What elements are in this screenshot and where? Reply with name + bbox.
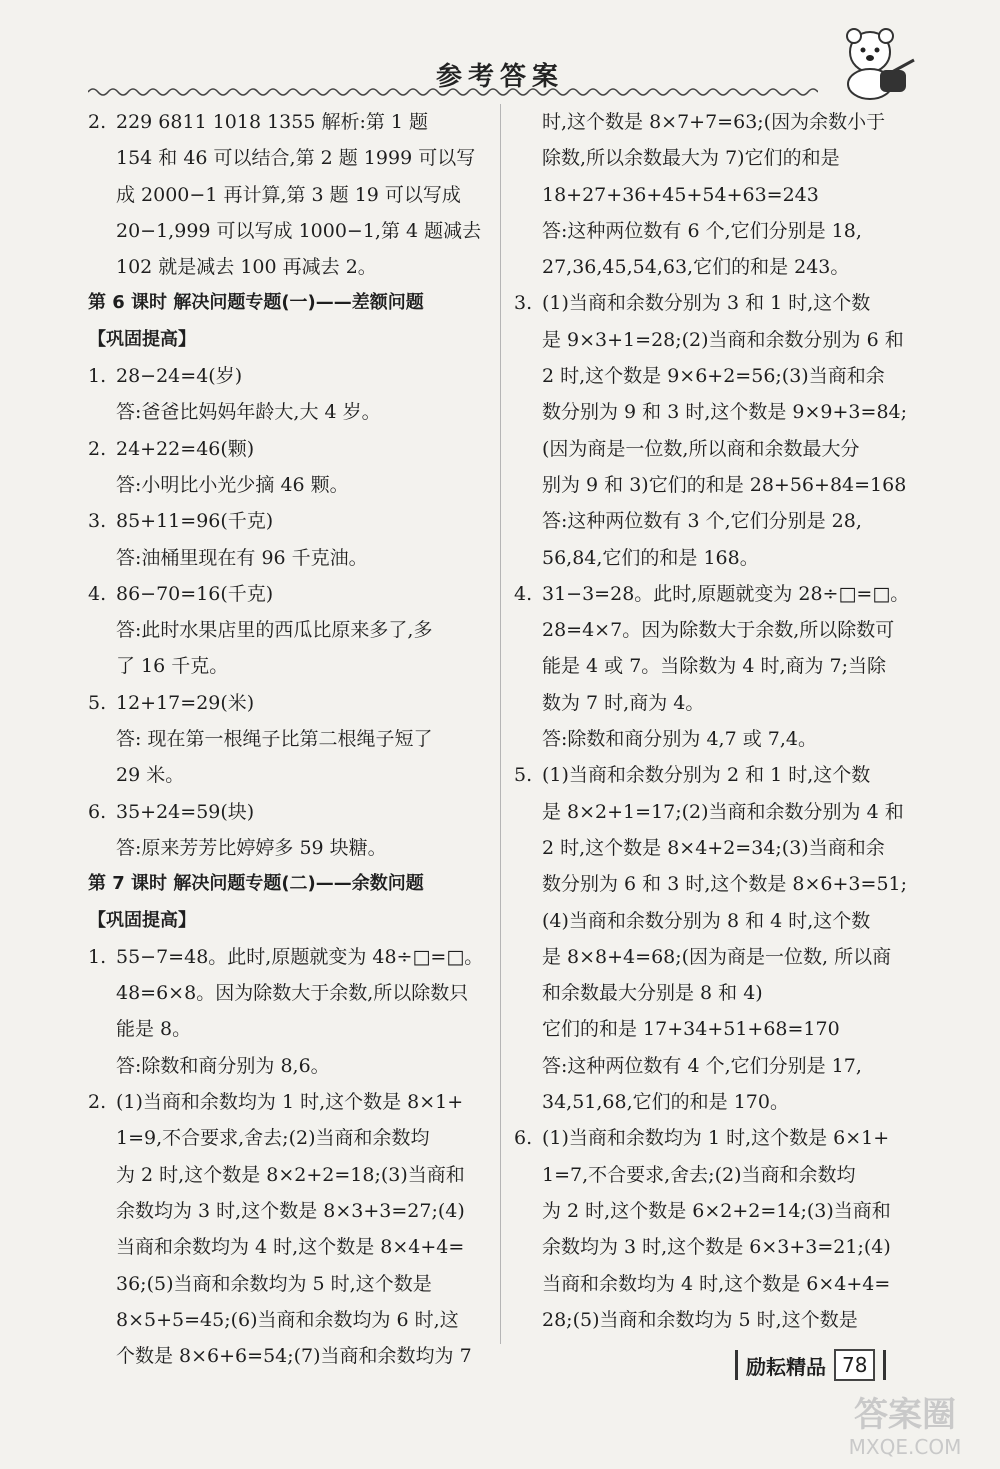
line-text: 56,84,它们的和是 168。 [542,546,759,569]
answer-line [88,648,486,684]
line-text: 答:这种两位数有 6 个,它们分别是 18, [542,219,862,242]
line-text: 答:这种两位数有 3 个,它们分别是 28, [542,510,862,533]
answer-line [88,1229,486,1265]
answer-line [514,394,910,430]
answer-line [88,1048,486,1084]
line-text: 余数均为 3 时,这个数是 6×3+3=21;(4) [542,1236,891,1259]
line-text: 229 6811 1018 1355 解析:第 1 题 [116,111,429,133]
answer-line [514,358,910,394]
footer-bar-right [883,1350,886,1380]
answer-line [88,1157,486,1193]
brand-name: 励耘精品 [746,1354,826,1379]
answer-line [88,358,486,394]
line-text: 55−7=48。此时,原题就变为 48÷□=□。 [116,945,484,968]
answer-line [514,576,910,612]
answer-line [88,503,486,539]
line-text: 余数均为 3 时,这个数是 8×3+3=27;(4) [116,1199,465,1222]
answer-line [88,975,486,1011]
line-text: 答:爸爸比妈妈年龄大,大 4 岁。 [116,401,381,424]
right-column [514,104,910,1338]
answer-line [88,104,486,140]
answer-line [514,1048,910,1084]
line-text: 28−24=4(岁) [116,365,243,388]
answer-line [514,975,910,1011]
line-text: 数为 7 时,商为 4。 [542,691,705,714]
answer-line [88,394,486,430]
page-title: 参考答案 [435,62,564,92]
answer-line [514,612,910,648]
line-text: 别为 9 和 3)它们的和是 28+56+84=168 [542,473,907,496]
bear-mascot-icon [820,22,920,102]
answer-line [514,213,910,249]
line-text: 34,51,68,它们的和是 170。 [542,1091,789,1114]
column-divider [500,104,501,1344]
page-number: 78 [834,1349,875,1381]
line-text: 154 和 46 可以结合,第 2 题 1999 可以写 [116,147,476,170]
answer-line [514,866,910,902]
line-text: 28;(5)当商和余数均为 5 时,这个数是 [542,1308,858,1331]
answer-line [514,503,910,539]
line-text: (1)当商和余数分别为 3 和 1 时,这个数 [542,292,871,315]
line-text: (因为商是一位数,所以商和余数最大分 [542,437,860,460]
answer-line [514,1011,910,1047]
line-text: 第 6 课时 解决问题专题(一)——差额问题 [88,292,424,314]
answer-line [88,757,486,793]
line-text: 2 时,这个数是 8×4+2=34;(3)当商和余 [542,836,885,859]
item-number: 6. [514,1127,533,1150]
line-text: 为 2 时,这个数是 8×2+2=18;(3)当商和 [116,1163,465,1186]
answer-line [514,721,910,757]
line-text: 成 2000−1 再计算,第 3 题 19 可以写成 [116,183,461,206]
line-text: 28=4×7。因为除数大于余数,所以除数可 [542,619,895,642]
line-text: 48=6×8。因为除数大于余数,所以除数只 [116,982,469,1005]
line-text: 【巩固提高】 [88,909,196,931]
line-text: 18+27+36+45+54+63=243 [542,183,819,206]
line-text: 数分别为 6 和 3 时,这个数是 8×6+3=51; [542,873,908,896]
answer-line [88,140,486,176]
line-text: 当商和余数均为 4 时,这个数是 6×4+4= [542,1272,891,1295]
line-text: 答:除数和商分别为 4,7 或 7,4。 [542,728,817,751]
item-number: 5. [514,764,533,787]
line-text: 86−70=16(千克) [116,582,274,605]
line-text: 12+17=29(米) [116,691,255,714]
line-text: 答:此时水果店里的西瓜比原来多了,多 [116,619,433,642]
line-text: 27,36,45,54,63,它们的和是 243。 [542,256,850,279]
item-number: 2. [88,437,107,460]
answer-line [88,576,486,612]
answer-line [88,540,486,576]
section-heading [88,285,486,321]
answer-line [514,1084,910,1120]
answer-line [514,794,910,830]
line-text: 答:油桶里现在有 96 千克油。 [116,546,368,569]
answer-line [514,903,910,939]
line-text: 36;(5)当商和余数均为 5 时,这个数是 [116,1272,432,1295]
line-text: (1)当商和余数均为 1 时,这个数是 6×1+ [542,1127,890,1150]
line-text: 1=9,不合要求,舍去;(2)当商和余数均 [116,1127,430,1150]
line-text: 8×5+5=45;(6)当商和余数均为 6 时,这 [116,1308,459,1331]
item-number: 3. [514,292,533,315]
answer-line [88,1266,486,1302]
line-text: (1)当商和余数分别为 2 和 1 时,这个数 [542,764,871,787]
answer-line [88,1338,486,1374]
line-text: 102 就是减去 100 再减去 2。 [116,256,377,279]
watermark-logo: 答案圈 [854,1395,956,1435]
answer-line [514,431,910,467]
item-number: 2. [88,111,107,133]
line-text: 答:小明比小光少摘 46 颗。 [116,473,349,496]
line-text: 29 米。 [116,764,185,787]
line-text: 能是 4 或 7。当除数为 4 时,商为 7;当除 [542,655,887,678]
item-number: 6. [88,800,107,823]
answer-line [514,1229,910,1265]
line-text: 85+11=96(千克) [116,510,274,533]
answer-line [88,1302,486,1338]
answer-line [514,1302,910,1338]
item-number: 4. [88,582,107,605]
line-text: 是 8×8+4=68;(因为商是一位数, 所以商 [542,945,892,968]
answer-line [514,285,910,321]
answer-line [88,830,486,866]
item-number: 5. [88,691,107,714]
footer-bar-left [735,1350,738,1380]
answer-line [88,1011,486,1047]
line-text: 它们的和是 17+34+51+68=170 [542,1018,840,1041]
answer-line [88,1193,486,1229]
answer-line [88,794,486,830]
line-text: 数分别为 9 和 3 时,这个数是 9×9+3=84; [542,401,908,424]
answer-line [514,1266,910,1302]
answer-line [88,939,486,975]
answer-line [88,467,486,503]
answer-line [514,830,910,866]
line-text: 第 7 课时 解决问题专题(二)——余数问题 [88,873,424,895]
item-number: 2. [88,1091,107,1114]
answer-line [514,467,910,503]
line-text: 答:原来芳芳比婷婷多 59 块糖。 [116,836,387,859]
line-text: 24+22=46(颗) [116,437,255,460]
watermark [820,1395,990,1465]
watermark-url: MXQE.COM [848,1435,962,1459]
answer-line [88,612,486,648]
footer-brand [735,1346,886,1384]
answer-line [514,177,910,213]
answer-line [514,1120,910,1156]
answer-line [88,431,486,467]
line-text: 答:这种两位数有 4 个,它们分别是 17, [542,1054,862,1077]
line-text: 当商和余数均为 4 时,这个数是 8×4+4= [116,1236,465,1259]
item-number: 1. [88,365,107,388]
answer-line [514,939,910,975]
section-heading [88,903,486,939]
line-text: 20−1,999 可以写成 1000−1,第 4 题减去 [116,219,482,242]
item-number: 1. [88,945,107,968]
section-heading [88,866,486,902]
line-text: 31−3=28。此时,原题就变为 28÷□=□。 [542,582,910,605]
line-text: 为 2 时,这个数是 6×2+2=14;(3)当商和 [542,1199,891,1222]
answer-line [514,1193,910,1229]
answer-line [88,249,486,285]
line-text: 是 9×3+1=28;(2)当商和余数分别为 6 和 [542,328,904,351]
item-number: 4. [514,582,533,605]
answer-line [514,104,910,140]
answer-line [88,721,486,757]
answer-line [514,140,910,176]
answer-line [514,540,910,576]
line-text: 答:除数和商分别为 8,6。 [116,1054,330,1077]
line-text: 时,这个数是 8×7+7=63;(因为余数小于 [542,111,886,133]
answer-line [88,685,486,721]
line-text: 能是 8。 [116,1018,192,1041]
line-text: 是 8×2+1=17;(2)当商和余数分别为 4 和 [542,800,904,823]
answer-line [88,1084,486,1120]
answer-line [514,648,910,684]
line-text: 35+24=59(块) [116,800,255,823]
line-text: 答: 现在第一根绳子比第二根绳子短了 [116,728,433,751]
line-text: 个数是 8×6+6=54;(7)当商和余数均为 7 [116,1345,472,1368]
line-text: (4)当商和余数分别为 8 和 4 时,这个数 [542,909,871,932]
answer-line [514,1157,910,1193]
answer-line [514,685,910,721]
answer-line [88,177,486,213]
answer-line [514,322,910,358]
item-number: 3. [88,510,107,533]
line-text: 和余数最大分别是 8 和 4) [542,982,763,1005]
line-text: 除数,所以余数最大为 7)它们的和是 [542,147,840,170]
line-text: 【巩固提高】 [88,328,196,350]
answer-line [514,249,910,285]
answer-line [514,757,910,793]
answer-line [88,1120,486,1156]
line-text: 2 时,这个数是 9×6+2=56;(3)当商和余 [542,365,885,388]
line-text: 1=7,不合要求,舍去;(2)当商和余数均 [542,1163,856,1186]
header-wavy-rule [88,86,818,98]
section-heading [88,322,486,358]
line-text: 了 16 千克。 [116,655,229,678]
answer-line [88,213,486,249]
line-text: (1)当商和余数均为 1 时,这个数是 8×1+ [116,1091,464,1114]
left-column [88,104,486,1374]
